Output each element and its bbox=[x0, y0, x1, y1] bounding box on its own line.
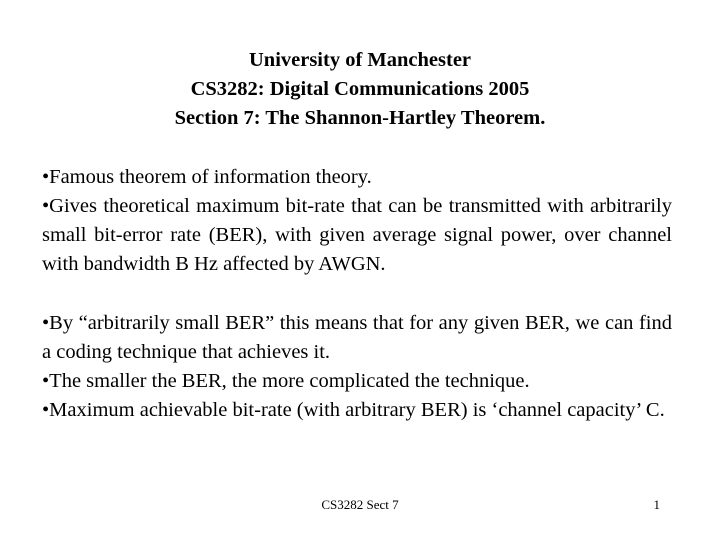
bullet-group-1 bbox=[42, 163, 672, 279]
bullet-group-2 bbox=[42, 309, 672, 425]
footer-label: CS3282 Sect 7 bbox=[321, 497, 399, 512]
page-number: 1 bbox=[653, 497, 660, 512]
bullet-item: •Gives theoretical maximum bit-rate that can be transmitted with arbitrarily small bit-error rate (BER), with given average signal power, over channel with bandwidth B Hz affected by AWGN. bbox=[42, 195, 672, 275]
title-section: Section 7: The Shannon-Hartley Theorem. bbox=[174, 107, 546, 129]
bullet-item: •The smaller the BER, the more complicated the technique. bbox=[42, 370, 530, 392]
title-university: University of Manchester bbox=[248, 49, 472, 71]
title-course: CS3282: Digital Communications 2005 bbox=[190, 78, 530, 100]
bullet-item: •Maximum achievable bit-rate (with arbitrary BER) is ‘channel capacity’ C. bbox=[42, 399, 665, 421]
slide-title bbox=[0, 46, 720, 133]
bullet-item: •Famous theorem of information theory. bbox=[42, 166, 372, 188]
bullet-item: •By “arbitrarily small BER” this means that for any given BER, we can find a coding technique that achieves it. bbox=[42, 312, 672, 363]
